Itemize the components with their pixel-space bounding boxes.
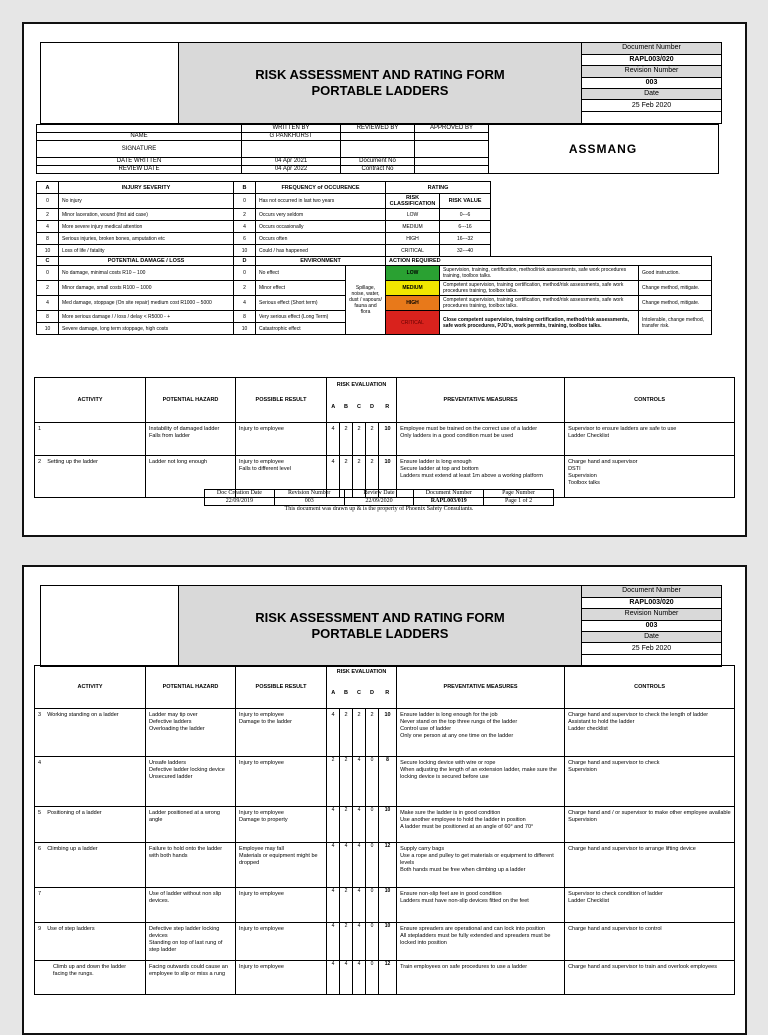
contract-no-label: Contract No	[341, 166, 415, 174]
table-row: 3 Working standing on a ladder	[35, 709, 146, 757]
environment-title: ENVIRONMENT	[256, 257, 386, 266]
signature-field	[242, 141, 341, 158]
logo-placeholder	[41, 43, 179, 124]
title-line-2: PORTABLE LADDERS	[311, 625, 449, 641]
title-line-1: RISK ASSESSMENT AND RATING FORM	[255, 609, 505, 625]
title-line-2: PORTABLE LADDERS	[311, 82, 449, 98]
form-title	[179, 586, 582, 667]
document-footer: Doc Creation Date Revision Number Review Date Document Number Page Number 22/09/2019 003 22/09/2020 RAPL003/019 Page 1 of 2	[204, 489, 554, 506]
action-required-title: ACTION REQUIRED	[386, 257, 712, 266]
rating-title: RATING	[386, 182, 491, 194]
name-label: NAME	[37, 133, 242, 141]
level-critical: CRITICAL	[386, 311, 440, 335]
signoff-table	[36, 124, 489, 174]
table-row: 7	[35, 888, 146, 923]
table-row: 1	[35, 423, 146, 456]
table-row: 5 Positioning of a ladder	[35, 807, 146, 843]
ownership-note: This document was drawn up & is the property of Phoenix Safety Consultants.	[284, 506, 474, 512]
assessment-table-page-2: ACTIVITY POTENTIAL HAZARD POSSIBLE RESULT RISK EVALUATION PREVENTATIVE MEASURES CONTROLS A B C D R 3 Working standing on a ladder Ladder may tip over Defective ladders Overloading the ladder Injury to employee Damage to the ladder 4 2 2 2 10 Ensure ladder is long enough for the job Never stand on the top three rungs of the ladder Control use of ladder Only one person at any one time on the ladder Charge hand and supervisor to check the length of ladder Assistant to hold the ladder Ladder checklist 4 Unsafe ladders Defective ladder locking device Unsecured ladder Injury to employee 2 2 4 0 8 Secure locking device with wire or rope When adjusting the length of an extension ladder, make sure the locking device is secured before use Charge hand and supervisor to check Supervision 5 Positioning of a ladder Ladder positioned at a wrong angle Injury to employee Damage to property 4 2 4 0 10 Make sure the ladder is in good condition Use another employee to hold the ladder in position A ladder must be positioned at an angle of 60° and 70° Charge hand and / or supervisor to make other employee available Supervision 6 Climbing up a ladder Failure to hold onto the ladder with both hands Employee may fall Materials or equipment might be dropped 4 4 4 0 12 Supply carry bags Use a rope and pulley to get materials or equipment to different levels Both hands must be free when climbing up a ladder Charge hand and supervisor to arrange lifting device 7 Use of ladder without non slip devices. Injury to employee 4 2 4 0 10 Ensure non-slip feet are in good condition Ladders must have non-slip devices fitted on the feet Supervisor to check condition of ladder Ladder Checklist 9 Use of step ladders Defective step ladder locking devices Standing on top of last rung of step ladder Injury to employee 4 2 4 0 10 Ensure spreaders are operational and can lock into position All stepladders must be fully extended and spreaders must be locked into position Charge hand and supervisor to control Climb up and down the ladder facing the rungs. Facing outwards could cause an employee to slip or miss a rung Injury to employee 4 4 4 0 12 Train employees on safe procedures to use a ladder Charge hand and supervisor to train and overlook employees	[34, 665, 735, 995]
table-row: 4	[35, 757, 146, 807]
date-written-label: DATE WRITTEN	[37, 158, 242, 166]
document-page-1	[22, 22, 747, 537]
doc-number: RAPL003/020	[582, 54, 721, 65]
level-low: LOW	[386, 266, 440, 281]
logo-placeholder	[41, 586, 179, 667]
date-label: Date	[582, 89, 721, 100]
level-high: HIGH	[386, 296, 440, 311]
spillage-note: Spillage, noise, water, dust / vapours/ fauna and flora	[346, 266, 386, 335]
signature-label: SIGNATURE	[37, 141, 242, 158]
document-date: 25 Feb 2020	[582, 100, 721, 111]
doc-number-label: Document Number	[582, 43, 721, 54]
review-date-label: REVIEW DATE	[37, 166, 242, 174]
table-row: 2 Setting up the ladder	[35, 456, 146, 498]
title-line-1: RISK ASSESSMENT AND RATING FORM	[255, 66, 505, 82]
review-date: 04 Apr 2022	[242, 166, 341, 174]
document-meta	[582, 43, 722, 124]
col-result: POSSIBLE RESULT	[236, 378, 327, 423]
page-number: Page 1 of 2	[484, 498, 554, 506]
written-by-name: G PANKHURST	[242, 133, 341, 141]
document-header	[40, 585, 722, 667]
written-by-header: WRITTEN BY	[242, 125, 341, 133]
revision-label: Revision Number	[582, 66, 721, 77]
col-controls: CONTROLS	[565, 378, 735, 423]
date-written: 04 Apr 2021	[242, 158, 341, 166]
document-meta: Document Number RAPL003/020 Revision Number 003 Date 25 Feb 2020	[582, 586, 722, 667]
assessment-table-page-1: ACTIVITY POTENTIAL HAZARD POSSIBLE RESULT RISK EVALUATION PREVENTATIVE MEASURES CONTROLS A B C D R 1 Instability of damaged ladder Falls from ladder Injury to employee 4 2 2 2 10 Employee must be trained on the correct use of a ladder Only ladders in a good condition must be used Supervisor to ensure ladders are safe to use Ladder Checklist 2 Setting up the ladder Ladder not long enough Injury to employee Falls to different level 4 2 2 2 10 Ensure ladder is long enough Secure ladder at top and bottom Ladders must extend at least 1m above a working platform Charge hand and supervisor DSTI Supervision Toolbox talks	[34, 377, 735, 498]
table-row: 6 Climbing up a ladder	[35, 843, 146, 888]
risk-matrix: A INJURY SEVERITY B FREQUENCY of OCCURENCE RATING 0 No injury 0 Has not occurred in last two years RISK CLASSIFICATION RISK VALUE 2 Minor laceration, wound (first aid case) 2 Occurs very seldom LOW 0---6 4 More severe injury medical attention 4 Occurs occasionally MEDIUM 6---16 8 Serious injuries, broken bones, amputation etc 6 Occurs often HIGH 16---32 10 Loss of life / fatality 10 Could / has happened CRITICAL 32---40 C POTENTIAL DAMAGE / LOSS D ENVIRONMENT ACTION REQUIRED 0 No damage, minimal costs R10 – 100 0 No effect Spillage, noise, water, dust / vapours/ fauna and flora LOW Supervision, training, certification, method/risk assessments, safe work procedures training, toolbox talks. Good instruction. 2 Minor damage, small costs R100 – 1000 2 Minor effect MEDIUM Competent supervision, training certification, method/risk assessments, safe work procedures training, toolbox talks. Change method, mitigate. 4 Med damage, stoppage (On site repair) medium cost R1000 – 5000 4 Serious effect (Short term) HIGH Competent supervision, training certification, method/risk assessments, safe work procedures training, toolbox talks. Change method, mitigate. 8 More serious damage / / loss / delay < R5000 - + 8 Very serious effect (Long Term) CRITICAL Close competent supervision, training certification, method/risk assessments, safe work procedures, PJO's, work permits, training, toolbox talks. Intolerable, change method, transfer risk. 10 Severe damage, long term stoppage, high costs 10 Catastrophic effect	[36, 181, 712, 335]
reviewed-by-header: REVIEWED BY	[341, 125, 415, 133]
table-row: Climb up and down the ladder facing the rungs.	[35, 961, 146, 995]
injury-severity-title: INJURY SEVERITY	[59, 182, 234, 194]
col-activity: ACTIVITY	[35, 378, 146, 423]
col-risk-evaluation: RISK EVALUATION	[327, 378, 397, 393]
col-hazard: POTENTIAL HAZARD	[146, 378, 236, 423]
document-page-2	[22, 565, 747, 1035]
document-header	[40, 42, 722, 124]
col-measures: PREVENTATIVE MEASURES	[397, 378, 565, 423]
company-name: ASSMANG	[488, 124, 719, 174]
frequency-title: FREQUENCY of OCCURENCE	[256, 182, 386, 194]
form-title	[179, 43, 582, 124]
damage-title: POTENTIAL DAMAGE / LOSS	[59, 257, 234, 266]
level-medium: MEDIUM	[386, 281, 440, 296]
approved-by-header: APPROVED BY	[415, 125, 489, 133]
document-no-label: Document No	[341, 158, 415, 166]
revision-number: 003	[582, 77, 721, 88]
table-row: 9 Use of step ladders	[35, 923, 146, 961]
